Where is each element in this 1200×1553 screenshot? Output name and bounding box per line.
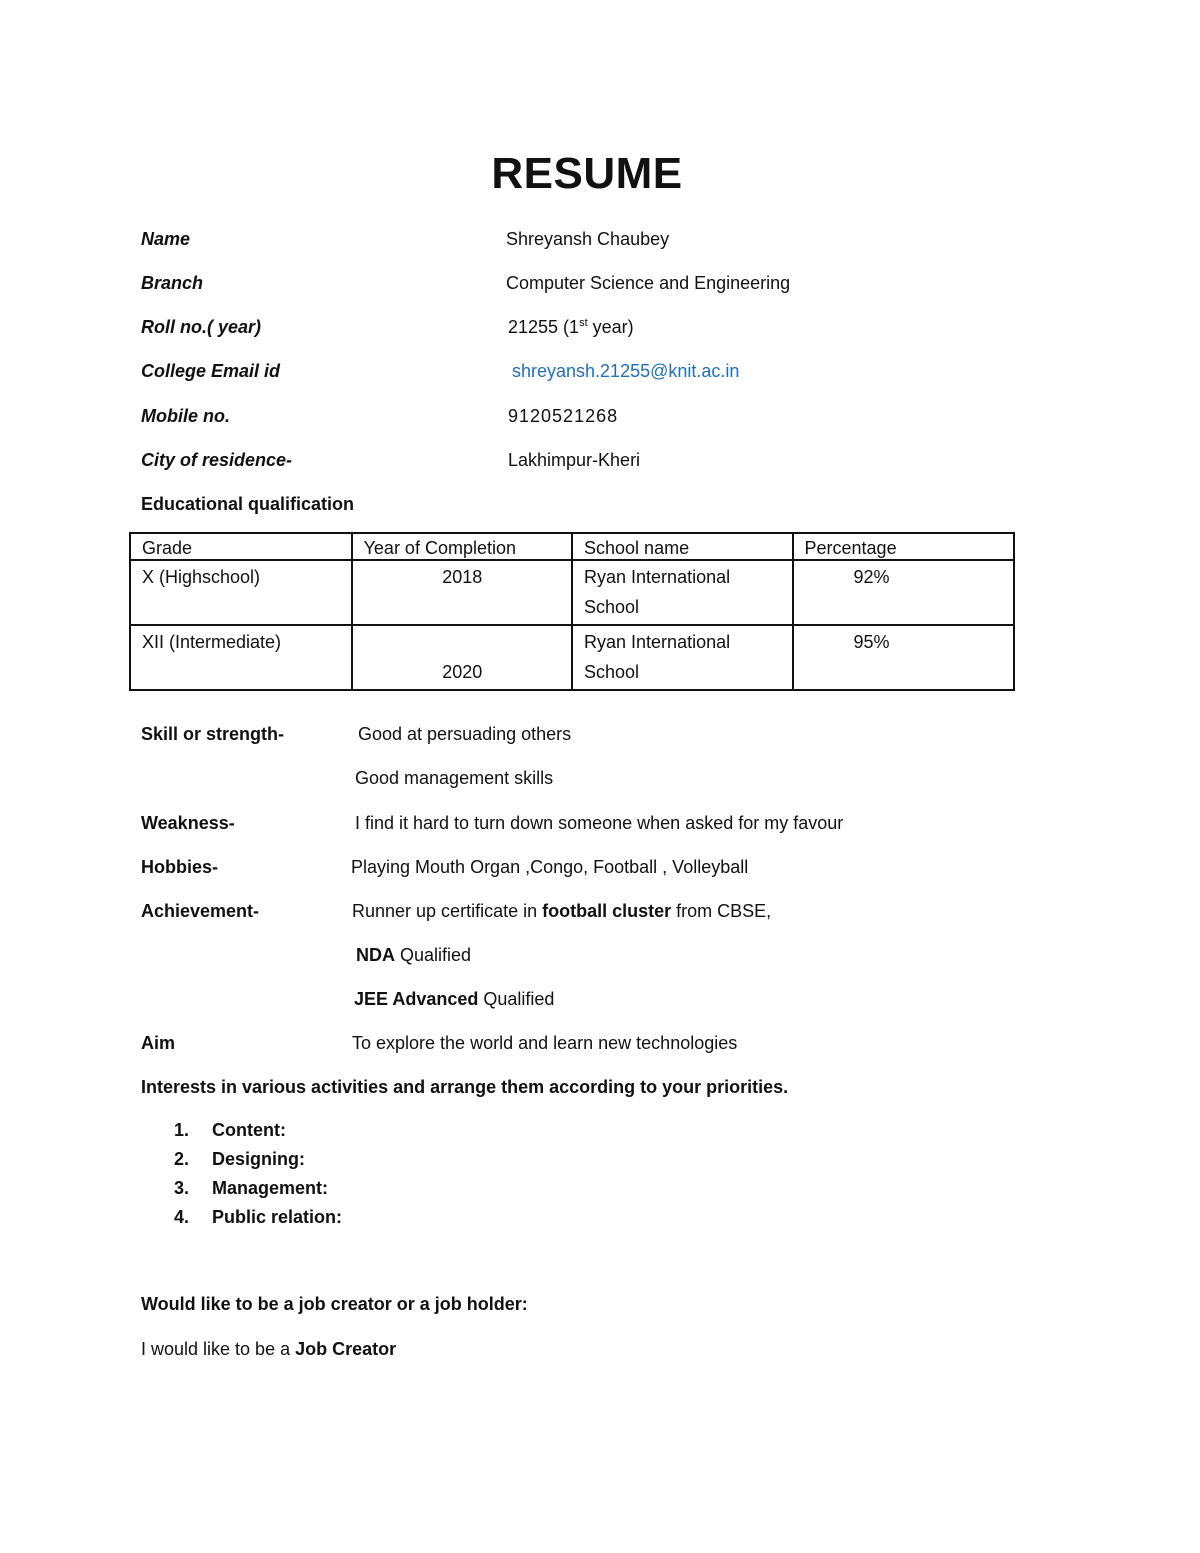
cell-year-container: [352, 625, 572, 690]
achievement-1-bold: football cluster: [542, 901, 672, 921]
achievement-3: [354, 990, 554, 1008]
page-title: RESUME: [491, 149, 683, 198]
table-header-row: [130, 533, 1014, 560]
cell-percentage: 95%: [793, 625, 1014, 690]
interests-heading: Interests in various activities and arrange them according to your priorities.: [141, 1077, 789, 1097]
career-question: Would like to be a job creator or a job holder:: [141, 1294, 528, 1314]
name-value: Shreyansh Chaubey: [506, 229, 670, 249]
roll-value-sup: st: [579, 317, 588, 329]
list-label: Management:: [212, 1178, 329, 1198]
achievement-1: [352, 902, 771, 920]
hobbies-label: Hobbies-: [141, 857, 219, 877]
city-value: Lakhimpur-Kheri: [508, 450, 641, 470]
list-number: 3.: [174, 1178, 190, 1198]
achievement-3-bold: JEE Advanced: [354, 989, 479, 1009]
roll-label: Roll no.( year): [141, 317, 262, 337]
branch-value: Computer Science and Engineering: [506, 273, 791, 293]
skill-2: Good management skills: [355, 768, 554, 788]
interests-list: [141, 1118, 342, 1234]
cell-school: Ryan International School: [572, 560, 793, 625]
name-label: Name: [141, 229, 191, 249]
email-link[interactable]: shreyansh.21255@knit.ac.in: [512, 361, 740, 381]
career-answer-bold: Job Creator: [295, 1339, 397, 1359]
list-item: [141, 1176, 342, 1205]
cell-year: 2020: [442, 662, 483, 682]
roll-value-prefix: 21255 (1: [508, 317, 580, 337]
list-item: [141, 1118, 342, 1147]
cell-school: Ryan International School: [572, 625, 793, 690]
roll-value: [508, 318, 634, 336]
achievement-label: Achievement-: [141, 901, 260, 921]
list-label: Content:: [212, 1120, 286, 1140]
education-heading: Educational qualification: [141, 494, 355, 514]
cell-percentage: 92%: [793, 560, 1014, 625]
list-number: 2.: [174, 1149, 190, 1169]
table-row: [130, 625, 1014, 690]
aim-label: Aim: [141, 1033, 176, 1053]
list-item: [141, 1147, 342, 1176]
skill-1: Good at persuading others: [358, 724, 572, 744]
hobbies-value: Playing Mouth Organ ,Congo, Football , Volleyball: [351, 857, 749, 877]
cell-year: 2018: [352, 560, 572, 625]
mobile-label: Mobile no.: [141, 406, 230, 426]
list-label: Public relation:: [212, 1207, 343, 1227]
header-year: Year of Completion: [352, 533, 572, 560]
city-label: City of residence-: [141, 450, 293, 470]
weakness-label: Weakness-: [141, 813, 235, 833]
cell-grade: XII (Intermediate): [130, 625, 352, 690]
achievement-1-suffix: from CBSE,: [671, 901, 772, 921]
cell-grade: X (Highschool): [130, 560, 352, 625]
roll-value-suffix: year): [587, 317, 634, 337]
career-answer-prefix: I would like to be a: [141, 1339, 296, 1359]
achievement-2-rest: Qualified: [395, 945, 472, 965]
list-label: Designing:: [212, 1149, 305, 1169]
skill-label: Skill or strength-: [141, 724, 285, 744]
achievement-3-rest: Qualified: [478, 989, 555, 1009]
header-grade: Grade: [130, 533, 352, 560]
mobile-value: 9120521268: [508, 406, 619, 426]
list-number: 1.: [174, 1120, 190, 1140]
achievement-1-prefix: Runner up certificate in: [352, 901, 543, 921]
email-label: College Email id: [141, 361, 281, 381]
list-item: [141, 1205, 342, 1234]
list-number: 4.: [174, 1207, 190, 1227]
achievement-2: [356, 946, 471, 964]
table-row: [130, 560, 1014, 625]
weakness-value: I find it hard to turn down someone when asked for my favour: [355, 813, 844, 833]
achievement-2-bold: NDA: [356, 945, 395, 965]
header-percentage: Percentage: [793, 533, 1014, 560]
education-table: [129, 532, 1015, 691]
branch-label: Branch: [141, 273, 204, 293]
career-answer: [141, 1340, 396, 1358]
aim-value: To explore the world and learn new technologies: [352, 1033, 738, 1053]
header-school: School name: [572, 533, 793, 560]
